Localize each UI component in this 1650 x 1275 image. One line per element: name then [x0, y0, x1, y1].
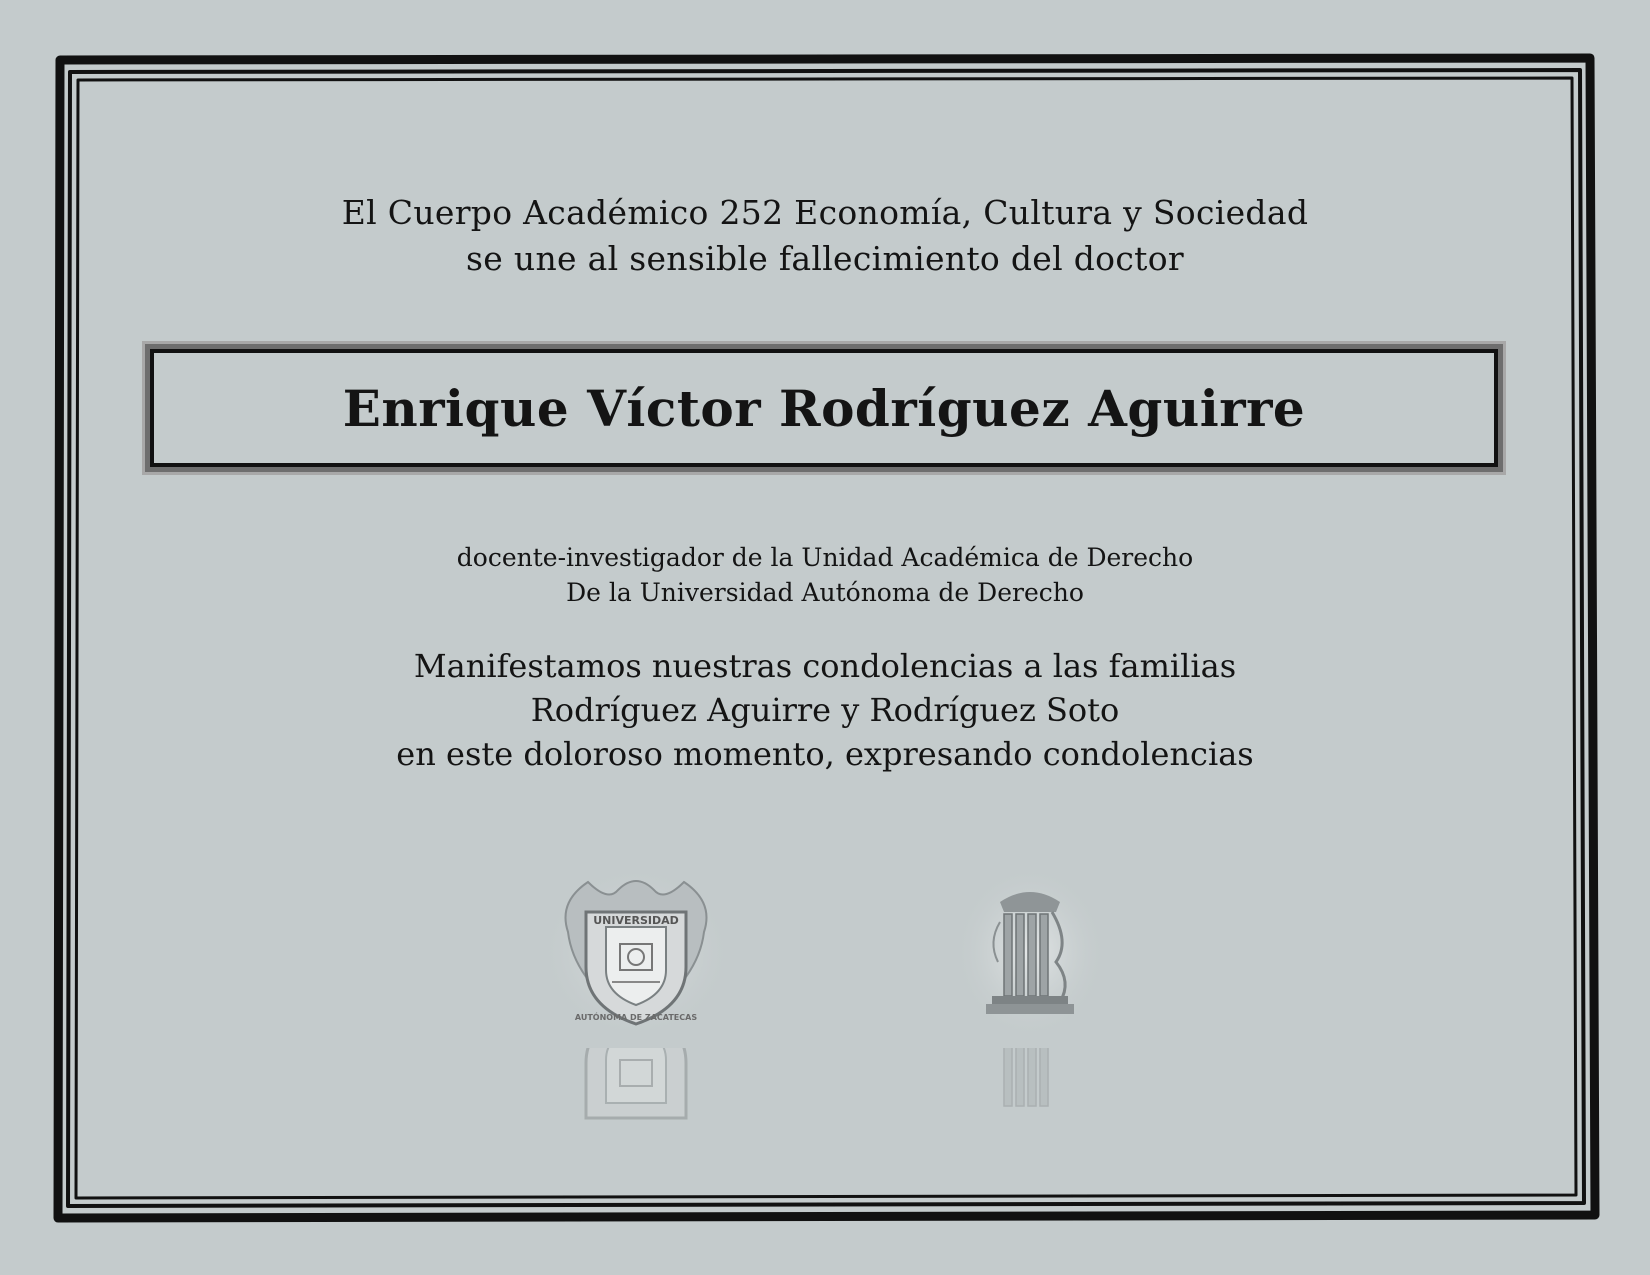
greek-column-icon [960, 872, 1100, 1032]
seal-ring-text: AUTÓNOMA DE ZACATECAS [574, 1013, 698, 1022]
condolences-text [0, 644, 1650, 776]
intro-line-1: El Cuerpo Académico 252 Economía, Cultura y Sociedad [341, 193, 1309, 232]
condolences-line-3: en este doloroso momento, expresando condolencias [396, 735, 1254, 773]
condolences-line-1: Manifestamos nuestras condolencias a las familias [413, 647, 1237, 685]
role-line-2: De la Universidad Autónoma de Derecho [566, 578, 1084, 607]
deceased-name: Enrique Víctor Rodríguez Aguirre [342, 378, 1306, 438]
intro-line-2: se une al sensible fallecimiento del doctor [466, 239, 1184, 278]
intro-text [0, 190, 1650, 282]
university-seal-icon [548, 872, 724, 1032]
university-seal-reflection [548, 1048, 724, 1158]
condolences-line-2: Rodríguez Aguirre y Rodríguez Soto [530, 691, 1120, 729]
greek-column-reflection [960, 1048, 1100, 1148]
seal-top-text: UNIVERSIDAD [593, 914, 679, 927]
role-text [0, 540, 1650, 610]
deceased-name-box [150, 349, 1498, 467]
role-line-1: docente-investigador de la Unidad Académica de Derecho [456, 543, 1194, 572]
